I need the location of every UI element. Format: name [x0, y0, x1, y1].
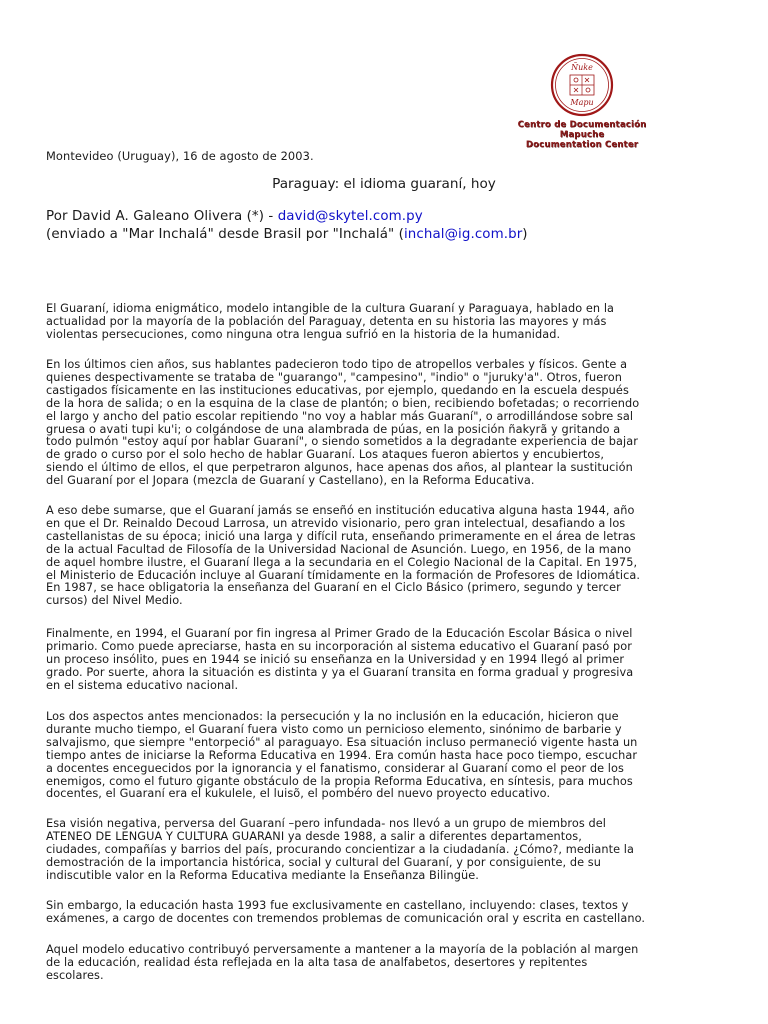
logo-emblem-icon	[549, 52, 615, 118]
paragraph-line: exámenes, a cargo de docentes con tremendos problemas de comunicación oral y escrita en castellano.	[46, 911, 646, 925]
paragraph-line: a docentes enceguecidos por la ignorancia y el fanatismo, considerar al Guaraní como el peor de los	[46, 761, 624, 775]
logo-caption-line-3: Documentation Center	[525, 140, 639, 150]
sender-email-link[interactable]: inchal@ig.com.br	[403, 226, 523, 242]
paragraph-line: de la actual Facultad de Filosofía de la Universidad Nacional de Asunción. Luego, en 1956, de la mano	[46, 542, 632, 556]
paragraph-line: de la educación, realidad ésta reflejada en la alta tasa de analfabetos, desertores y repitentes	[46, 955, 588, 969]
paragraph-line: un proceso insólito, pues en 1944 se inició su enseñanza en la Universidad y en 1994 llegó al primer	[46, 652, 625, 666]
paragraph-line: docentes, el Guaraní era el kukulele, el luisõ, el pombéro del nuevo proyecto educativo.	[46, 787, 551, 801]
paragraph-line: gruesa o avati tupi ku'i; o colgándose de una alambrada de púas, en la posición ñakyrã y gritando a	[46, 422, 621, 436]
paragraph-line: Aquel modelo educativo contribuyó perversamente a mantener a la mayoría de la población al margen	[46, 943, 639, 956]
paragraph-line: durante mucho tiempo, el Guaraní fuera visto como un pernicioso elemento, sinónimo de barbarie y	[46, 722, 622, 736]
paragraph-line: ciudades, compañías y barrios del país, procurando concientizar a la ciudadanía. ¿Cómo?, mediante la	[46, 842, 635, 856]
paragraph-line: enemigos, como el futuro gigante obstáculo de la propia Reforma Educativa, en síntesis, para muchos	[46, 774, 633, 788]
paragraph-line: castigados físicamente en las instituciones educativas, por ejemplo, quedando en la escuela después	[46, 383, 629, 397]
paragraph-line: quienes despectivamente se trataba de "guarango", "campesino", "indio" o "juruky'a". Otros, fueron	[46, 370, 622, 384]
paragraph-line: salvajismo, que siempre "entorpeció" al paraguayo. Esa situación incluso permaneció vigente hasta un	[46, 735, 638, 749]
paragraph-5	[46, 711, 722, 801]
paragraph-line: primario. Como puede apreciarse, hasta en su incorporación al sistema educativo el Guaraní pasó por	[46, 639, 632, 653]
paragraph-line: Los dos aspectos antes mencionados: la persecución y la no inclusión en la educación, hicieron que	[46, 710, 619, 723]
byline-sender-close: )	[522, 226, 528, 242]
paragraph-line: Finalmente, en 1994, el Guaraní por fin ingresa al Primer Grado de la Educación Escolar Básica o nivel	[46, 627, 633, 640]
paragraph-1	[46, 303, 722, 342]
paragraph-line: todo pulmón "estoy aquí por hablar Guaraní", o siendo sometidos a la degradante experiencia de bajar	[46, 435, 638, 449]
paragraph-line: demostración de la importancia histórica, social y cultural del Guaraní, y por consiguiente, de su	[46, 855, 602, 869]
paragraph-line: el largo y ancho del patio escolar repitiendo "no voy a hablar más Guaraní", o arrodillándose sobre sal	[46, 409, 634, 423]
paragraph-line: cursos) del Nivel Medio.	[46, 594, 183, 608]
paragraph-line: actualidad por la mayoría de la población del Paraguay, detenta en su historia las mayores y más	[46, 314, 607, 328]
paragraph-line: Esa visión negativa, perversa del Guaraní –pero infundada- nos llevó a un grupo de miembros del	[46, 817, 606, 830]
paragraph-4	[46, 628, 722, 693]
byline-author-line	[46, 208, 528, 226]
paragraph-line: grado. Por suerte, ahora la situación es distinta y ya el Guaraní transita en forma gradual y progresiva	[46, 665, 634, 679]
paragraph-line: indiscutible valor en la Reforma Educativa mediante la Enseñanza Bilingüe.	[46, 868, 479, 882]
paragraph-line: castellanistas de su época; inició una larga y difícil ruta, enseñando primeramente en el área de letras	[46, 529, 636, 543]
paragraph-line: de grado o curso por el solo hecho de hablar Guaraní. Los ataques fueron abiertos y encubiertos,	[46, 448, 605, 462]
paragraph-line: violentas persecuciones, como ninguna otra lengua sufrió en la historia de la humanidad.	[46, 327, 561, 341]
byline-sender: (enviado a "Mar Inchalá" desde Brasil por "Inchalá" (	[46, 226, 404, 242]
paragraph-line: En los últimos cien años, sus hablantes padecieron todo tipo de atropellos verbales y físicos. Gente a	[46, 358, 628, 371]
paragraph-line: en el sistema educativo nacional.	[46, 678, 239, 692]
paragraph-line: El Guaraní, idioma enigmático, modelo intangible de la cultura Guaraní y Paraguaya, hablado en la	[46, 302, 615, 315]
paragraph-line: en que el Dr. Reinaldo Decoud Larrosa, un atrevido visionario, pero gran intelectual, desafiando a los	[46, 516, 626, 530]
byline	[46, 208, 528, 243]
paragraph-line: tiempo antes de iniciarse la Reforma Educativa en 1994. Era común hasta hace poco tiempo, escuchar	[46, 748, 638, 762]
byline-author: Por David A. Galeano Olivera (*) -	[46, 209, 278, 224]
paragraph-line: siendo el último de ellos, el que perpetraron algunos, hace apenas dos años, al plantear la sustitución	[46, 461, 633, 475]
paragraph-line: En 1987, se hace obligatoria la enseñanza del Guaraní en el Ciclo Básico (primero, segundo y tercer	[46, 581, 621, 595]
paragraph-3	[46, 505, 722, 608]
author-email-link[interactable]: david@skytel.com.py	[277, 209, 423, 224]
dateline: Montevideo (Uruguay), 16 de agosto de 2003.	[46, 149, 314, 163]
paragraph-line: del Guaraní por el Jopara (mezcla de Guaraní y Castellano), en la Reforma Educativa.	[46, 474, 535, 488]
article-title: Paraguay: el idioma guaraní, hoy	[272, 176, 496, 192]
paragraph-8	[46, 944, 722, 983]
paragraph-line: A eso debe sumarse, que el Guaraní jamás se enseñó en institución educativa alguna hasta 1944, año	[46, 504, 635, 517]
paragraph-line: Sin embargo, la educación hasta 1993 fue exclusivamente en castellano, incluyendo: clases, textos y	[46, 899, 629, 912]
logo-mark-top: Ñuke	[571, 63, 593, 72]
byline-sender-line	[46, 226, 528, 244]
paragraph-line: ATENEO DE LENGUA Y CULTURA GUARANI ya desde 1988, a salir a diferentes departamentos,	[46, 829, 582, 843]
paragraph-2	[46, 359, 722, 488]
paragraph-line: de aquel hombre ilustre, el Guaraní llega a la secundaria en el Colegio Nacional de la Capital. En 1975,	[46, 555, 638, 569]
logo-caption-line-1: Centro de Documentación	[517, 120, 647, 130]
logo	[515, 52, 649, 150]
logo-caption-line-2: Mapuche	[559, 130, 605, 140]
paragraph-7	[46, 900, 722, 926]
paragraph-line: el Ministerio de Educación incluye al Guaraní tímidamente en la formación de Profesores de Idiomática.	[46, 568, 641, 582]
logo-mark-bottom: Mapu	[570, 98, 594, 107]
paragraph-line: escolares.	[46, 968, 104, 982]
paragraph-line: de la hora de salida; o en la esquina de la clase de plantón; o bien, recibiendo bofetadas; o recorriendo	[46, 396, 640, 410]
paragraph-6	[46, 818, 722, 883]
